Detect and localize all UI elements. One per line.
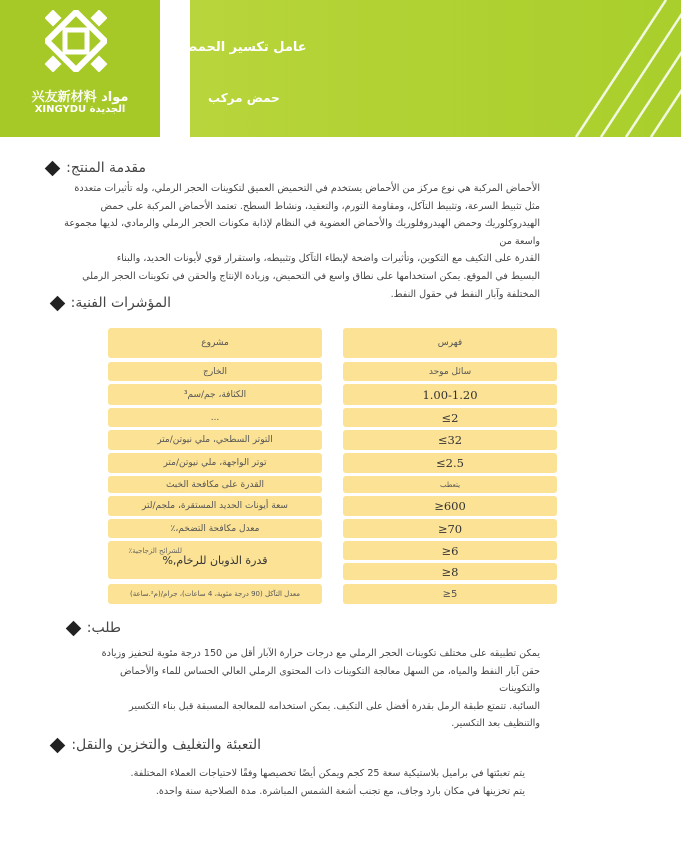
decorative-stripes xyxy=(501,0,681,137)
product-title: عامل تكسير الحمض xyxy=(180,40,307,55)
application-heading: طلب: xyxy=(0,620,681,636)
logo-subline: الجديدة XINGYDU xyxy=(34,104,126,115)
specs-heading: المؤشرات الفنية: xyxy=(0,295,681,311)
table-row-item: معدل مكافحة التضخم،٪ xyxy=(108,519,322,538)
table-row-value: 5≤ xyxy=(343,584,557,604)
application-body: يمكن تطبيقه على مختلف تكوينات الحجر الرملي مع درجات حرارة الآبار أقل من 150 درجة مئوية لتحفيز وزيادة حقن آبار النفط والمياه، من السهل معالجة التكوينات ذات المحتوى الرملي العالي الحساس للماء والأحماض والتكوينات السائبة. تتمتع طبقة الرمل بقدرة أفضل على التكيف. يمكن استخدامه للمعالجة المسبقة قبل بناء التكسير والتنظيف بعد التكسير. xyxy=(101,648,540,730)
table-row-item: التوتر السطحي، ملي نيوتن/متر xyxy=(108,430,322,450)
table-row-value: ≥6 xyxy=(343,541,557,560)
table-row-value: ≤2.5 xyxy=(343,453,557,473)
table-row-value: ≥8 xyxy=(343,563,557,580)
table-row-value: 1.00-1.20 xyxy=(343,384,557,405)
logo-block xyxy=(0,0,160,137)
packaging-heading: التعبئة والتغليف والتخزين والنقل: xyxy=(0,737,681,753)
bullet-diamond-icon xyxy=(65,620,81,636)
intro-heading: مقدمة المنتج: xyxy=(0,160,681,176)
bullet-diamond-icon xyxy=(49,295,65,311)
table-row-value: سائل موحد xyxy=(343,362,557,381)
table-header-item: مشروع xyxy=(108,328,322,358)
table-row-item: سعة أيونات الحديد المستقرة، ملجم/لتر xyxy=(108,496,322,516)
table-row-value: ≤2 xyxy=(343,408,557,427)
table-header-index: فهرس xyxy=(343,328,557,358)
table-row-item: معدل التآكل (90 درجة مئوية، 4 ساعات)، جرام/(م².ساعة) xyxy=(108,584,322,604)
table-row-item: توتر الواجهة، ملي نيوتن/متر xyxy=(108,453,322,473)
table-row-merged-item xyxy=(108,541,322,579)
header-banner xyxy=(0,0,681,137)
bullet-diamond-icon xyxy=(45,160,61,176)
table-row-value: ≥600 xyxy=(343,496,557,516)
table-row-value: يتعطب xyxy=(343,476,557,493)
table-row-value: ≥70 xyxy=(343,519,557,538)
table-row-value: ≤32 xyxy=(343,430,557,450)
intro-body: الأحماض المركبة هي نوع مركز من الأحماض يستخدم في التحميض العميق لتكوينات الحجر الرملي، وله تأثيرات متعددة مثل تثبيط السرعة، وتثبيط التآكل، ومقاومة التورم، والتعقيد، ونشاط السطح. تعتمد الأحماض المركبة على حمض الهيدروكلوريك وحمض الهيدروفلوريك والأحماض العضوية في النظام لإذابة مكونات الحجر الرملي والرمادي، لديها مجموعة واسعة من القدرة على التكيف مع التكوين، وتأثيرات واضحة لإبطاء التآكل وتثبيطه، واستقرار قوي لأيونات الحديد، والبناء البسيط في الموقع. يمكن استخدامها على نطاق واسع في التحميض، وزيادة الإنتاج والحقن في تكوينات الحجر الرملي المختلفة وآبار النفط في حقول النفط. xyxy=(64,183,540,300)
table-row-item: القدرة على مكافحة الخبث xyxy=(108,476,322,493)
company-logo-icon xyxy=(45,10,107,72)
bullet-diamond-icon xyxy=(50,737,66,753)
packaging-body: يتم تعبئتها في براميل بلاستيكية سعة 25 كجم ويمكن أيضًا تخصيصها وفقًا لاحتياجات العملاء المختلفة. يتم تخزينها في مكان بارد وجاف، مع تجنب أشعة الشمس المباشرة. مدة الصلاحية سنة واحدة. xyxy=(130,768,525,797)
product-subtitle: حمض مركب xyxy=(208,91,280,105)
logo-wordmark: مواد 兴友新材料 xyxy=(31,90,129,105)
header-divider xyxy=(160,0,190,137)
table-row-item: الخارج xyxy=(108,362,322,381)
table-row-item: الكثافة، جم/سم³ xyxy=(108,384,322,405)
merged-item-note: للشرائح الزجاجية٪ xyxy=(128,547,182,555)
merged-item-label: قدرة الذوبان للرخام,% xyxy=(162,553,268,567)
table-row-item: ... xyxy=(108,408,322,427)
